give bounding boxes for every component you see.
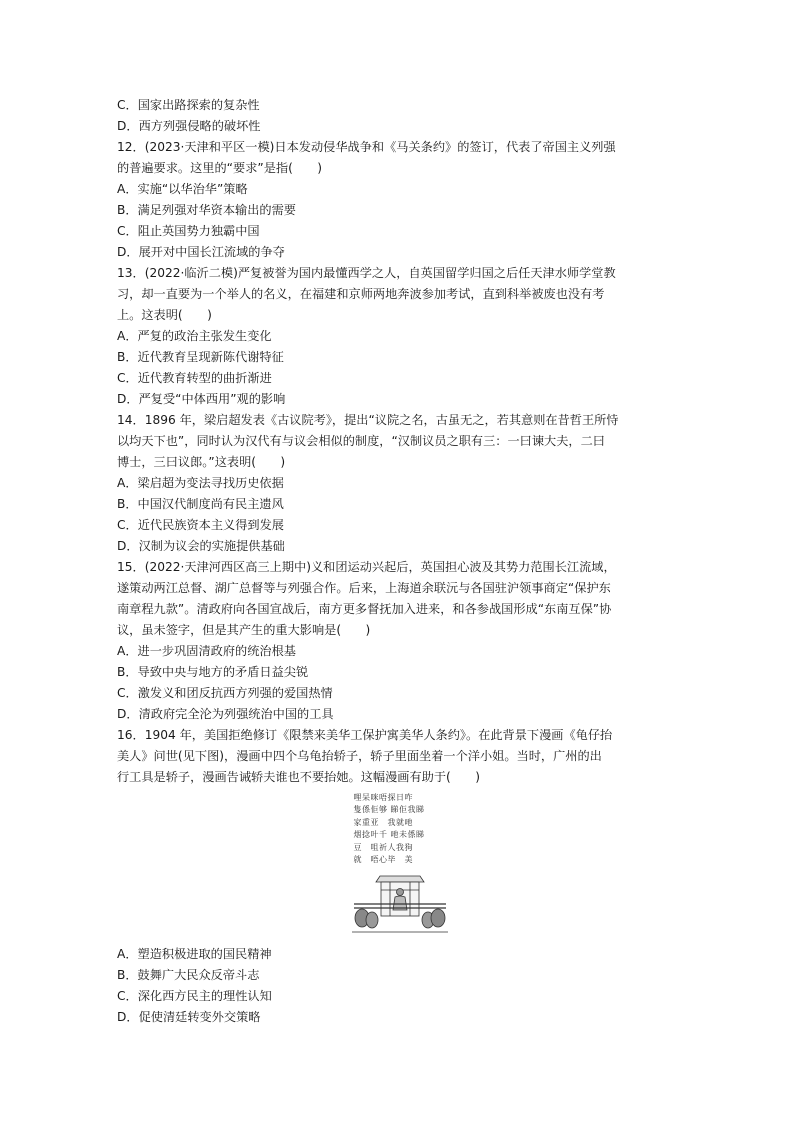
- cartoon-poem-line: 豆 咀祈人我狗: [353, 842, 413, 852]
- option-d: D．西方列强侵略的破坏性: [117, 119, 261, 133]
- question-stem-line: 12．(2023·天津和平区一模)日本发动侵华战争和《马关条约》的签订，代表了帝国主义列强: [117, 140, 616, 154]
- cartoon-poem-line: 家重亚 我就吔: [353, 817, 413, 827]
- question-stem-line: 16．1904 年，美国拒绝修订《限禁来美华工保护寓美华人条约》。在此背景下漫画《龟仔抬: [117, 728, 613, 742]
- option-b: B．中国汉代制度尚有民主遗风: [117, 497, 284, 511]
- question-stem-line: 以均天下也”，同时认为汉代有与议会相似的制度，“汉制议员之职有三：一曰谏大夫，二曰: [117, 434, 605, 448]
- option-b: B．鼓舞广大民众反帝斗志: [117, 968, 260, 982]
- sedan-chair-illustration: [350, 870, 450, 938]
- option-c: C．近代民族资本主义得到发展: [117, 518, 284, 532]
- cartoon-poem-line: 隻係佢够 睇佢我睇: [353, 805, 425, 815]
- question-stem-line: 遂策动两江总督、湖广总督等与列强合作。后来，上海道余联沅与各国驻沪领事商定“保护东: [117, 581, 611, 595]
- question-stem-line: 行工具是轿子，漫画告诫轿夫谁也不要抬她。这幅漫画有助于( ): [117, 770, 480, 784]
- question-stem-line: 14．1896 年，梁启超发表《古议院考》，提出“议院之名，古虽无之，若其意则在昔哲王所恃: [117, 413, 619, 427]
- question-15: [117, 557, 682, 725]
- option-b: B．近代教育呈现新陈代谢特征: [117, 350, 284, 364]
- cartoon-turtles-carrying-sedan: [350, 790, 450, 940]
- option-c: C．国家出路探索的复杂性: [117, 98, 260, 112]
- question-stem-line: 习，却一直要为一个举人的名义，在福建和京师两地奔波参加考试，直到科举被废也没有考: [117, 287, 605, 301]
- option-d: D．促使清廷转变外交策略: [117, 1010, 261, 1024]
- cartoon-poem-line: 烟捻叶千 吔未係睇: [353, 830, 425, 840]
- question-stem-line: 上。这表明( ): [117, 308, 212, 322]
- option-d: D．清政府完全沦为列强统治中国的工具: [117, 707, 334, 721]
- option-c: C．激发义和团反抗西方列强的爱国热情: [117, 686, 333, 700]
- question-12: [117, 137, 682, 263]
- question-stem-line: 议，虽未签字，但是其产生的重大影响是( ): [117, 623, 371, 637]
- question-stem-line: 美人》问世(见下图)，漫画中四个乌龟抬轿子，轿子里面坐着一个洋小姐。当时，广州的出: [117, 749, 602, 763]
- cartoon-poem-line: 就 唔心毕 美: [353, 855, 413, 865]
- option-d: D．展开对中国长江流域的争夺: [117, 245, 285, 259]
- question-13: [117, 263, 682, 410]
- question-16: [117, 725, 682, 1028]
- option-c: C．深化西方民主的理性认知: [117, 989, 272, 1003]
- option-a: A．塑造积极进取的国民精神: [117, 947, 272, 961]
- option-d: D．严复受“中体西用”观的影响: [117, 392, 286, 406]
- option-a: A．严复的政治主张发生变化: [117, 329, 272, 343]
- option-a: A．实施“以华治华”策略: [117, 182, 248, 196]
- option-c: C．阻止英国势力独霸中国: [117, 224, 260, 238]
- question-stem-line: 13．(2022·临沂二模)严复被誉为国内最懂西学之人，自英国留学归国之后任天津水师学堂教: [117, 266, 616, 280]
- option-d: D．汉制为议会的实施提供基础: [117, 539, 285, 553]
- option-a: A．进一步巩固清政府的统治根基: [117, 644, 296, 658]
- question-11-tail: [117, 95, 682, 137]
- question-stem-line: 南章程九款”。清政府向各国宣战后，南方更多督抚加入进来，和各参战国形成“东南互保”协: [117, 602, 612, 616]
- option-a: A．梁启超为变法寻找历史依据: [117, 476, 284, 490]
- cartoon-poem: [354, 792, 446, 866]
- question-14: [117, 410, 682, 557]
- document-page: [117, 95, 682, 1028]
- option-b: B．导致中央与地方的矛盾日益尖锐: [117, 665, 309, 679]
- question-stem-line: 15．(2022·天津河西区高三上期中)义和团运动兴起后，英国担心波及其势力范围长江流域，: [117, 560, 616, 574]
- option-b: B．满足列强对华资本输出的需要: [117, 203, 296, 217]
- question-stem-line: 的普遍要求。这里的“要求”是指( ): [117, 161, 322, 175]
- cartoon-poem-line: 哩呆咪唔探日咋: [353, 793, 413, 802]
- option-c: C．近代教育转型的曲折渐进: [117, 371, 272, 385]
- question-stem-line: 博士，三曰议郎。”这表明( ): [117, 455, 286, 469]
